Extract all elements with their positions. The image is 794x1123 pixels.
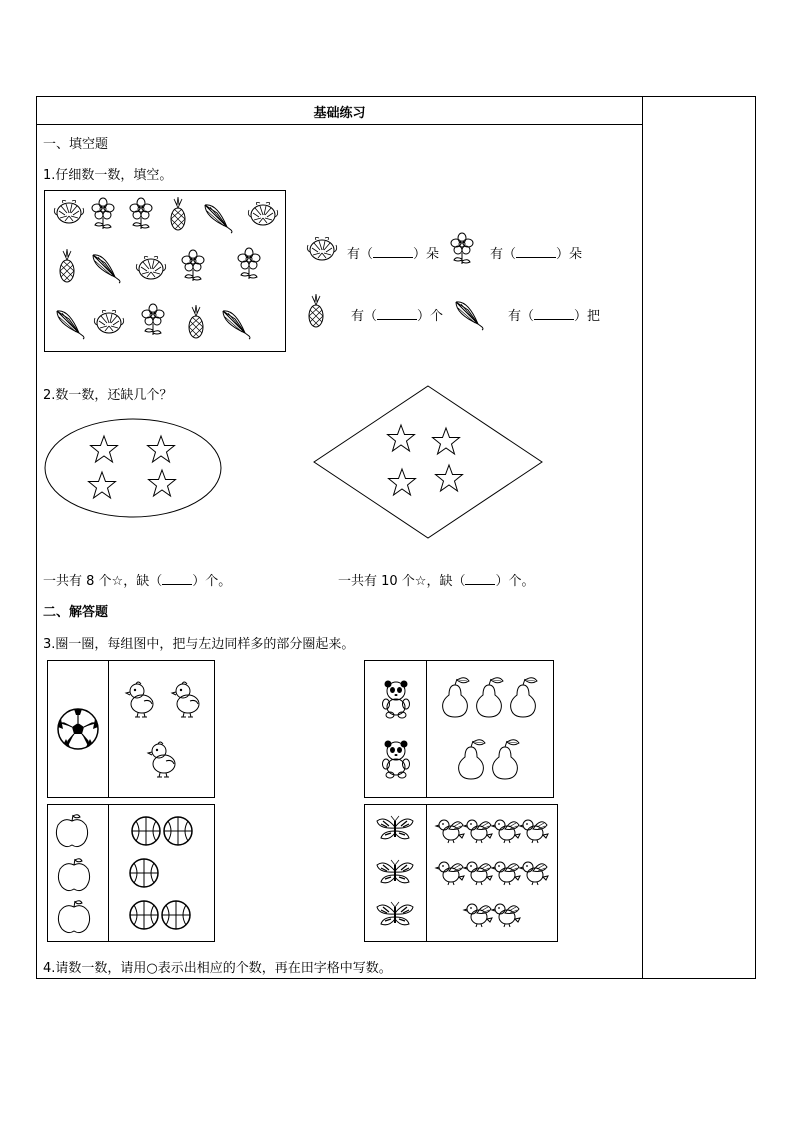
q1-answer-umbrella: 有（ ）把 [508, 309, 601, 324]
chick-icon [148, 742, 175, 777]
chrysanthemum-icon [136, 256, 165, 279]
q2-left-answer: 一共有 8 个☆，缺（ ）个。 [43, 574, 232, 589]
chrysanthemum-icon [307, 237, 336, 260]
bird-icon [492, 820, 520, 843]
apple-icon [58, 859, 89, 891]
q2-shapes [40, 380, 560, 550]
pear-icon [511, 678, 537, 717]
q1-picture-box [44, 190, 286, 352]
q4-prompt: 4.请数一数，请用○表示出相应的个数，再在田字格中写数。 [43, 961, 392, 976]
flower-icon [142, 304, 164, 335]
butterfly-icon [377, 902, 413, 925]
chrysanthemum-icon [94, 310, 123, 333]
pineapple-icon [189, 305, 203, 338]
star-icon [89, 472, 116, 498]
q3-group-butterfly-birds [364, 804, 558, 942]
pear-icon [443, 678, 469, 717]
basketball-icon [162, 901, 190, 929]
bird-icon [492, 904, 520, 927]
q3-group-apple-basketballs [47, 804, 215, 942]
bird-icon [520, 820, 548, 843]
basketball-icon [132, 817, 160, 845]
q1-answer-chrysanthemum: 有（ ）朵 [347, 247, 440, 262]
bird-icon [464, 862, 492, 885]
star-icon [149, 470, 176, 496]
q2-right-answer: 一共有 10 个☆，缺（ ）个。 [338, 574, 535, 589]
soccer-ball-icon [58, 709, 98, 749]
q3-group-ball-chicks [47, 660, 215, 798]
bird-icon [492, 862, 520, 885]
pear-icon [477, 678, 503, 717]
apple-icon [56, 815, 87, 847]
basketball-icon [130, 901, 158, 929]
ellipse-shape [45, 419, 221, 517]
flower-icon [130, 198, 152, 229]
q2-prompt: 2.数一数，还缺几个？ [43, 388, 173, 403]
bird-icon [436, 862, 464, 885]
q1-answer-pineapple: 有（ ）个 [351, 309, 444, 324]
star-icon [433, 428, 460, 454]
star-icon [436, 465, 463, 491]
q3-group-panda-pears [364, 660, 554, 798]
bird-icon [464, 904, 492, 927]
pineapple-icon [60, 249, 74, 282]
q3-prompt: 3.圈一圈，每组图中，把与左边同样多的部分圈起来。 [43, 637, 355, 652]
bird-icon [464, 820, 492, 843]
star-icon [388, 425, 415, 451]
basketball-icon [164, 817, 192, 845]
chick-icon [126, 682, 153, 717]
blank-line[interactable] [516, 247, 556, 258]
q1-answer-icons [298, 222, 498, 352]
bird-icon [520, 862, 548, 885]
umbrella-icon [223, 311, 250, 339]
pineapple-icon [171, 197, 185, 230]
q1-pictures [45, 191, 287, 353]
pear-icon [493, 740, 519, 779]
basketball-icon [130, 859, 158, 887]
blank-line[interactable] [373, 247, 413, 258]
section2-heading: 二、解答题 [43, 605, 109, 620]
q1-prompt: 1.仔细数一数，填空。 [43, 168, 173, 183]
flower-icon [182, 250, 204, 281]
umbrella-icon [93, 255, 120, 283]
apple-icon [58, 901, 89, 933]
umbrella-icon [205, 205, 232, 233]
diamond-shape [314, 386, 542, 538]
butterfly-icon [377, 816, 413, 839]
flower-icon [92, 198, 114, 229]
chrysanthemum-icon [248, 202, 277, 225]
star-icon [91, 436, 118, 462]
q1-answer-flower: 有（ ）朵 [490, 247, 583, 262]
umbrella-icon [57, 311, 84, 339]
bird-icon [436, 820, 464, 843]
umbrella-icon [456, 302, 483, 330]
flower-icon [451, 233, 473, 264]
pear-icon [459, 740, 485, 779]
star-icon [148, 436, 175, 462]
flower-icon [238, 248, 260, 279]
blank-line[interactable] [377, 309, 417, 320]
blank-line[interactable] [162, 574, 192, 585]
title-divider [36, 124, 643, 125]
chrysanthemum-icon [54, 200, 83, 223]
panda-icon [383, 741, 410, 779]
blank-line[interactable] [534, 309, 574, 320]
page-title: 基础练习 [313, 106, 366, 121]
blank-line[interactable] [465, 574, 495, 585]
margin-column-divider [642, 96, 643, 979]
section1-heading: 一、填空题 [43, 137, 109, 152]
butterfly-icon [377, 860, 413, 883]
chick-icon [172, 682, 199, 717]
pineapple-icon [309, 294, 323, 327]
star-icon [389, 469, 416, 495]
panda-icon [383, 681, 410, 719]
